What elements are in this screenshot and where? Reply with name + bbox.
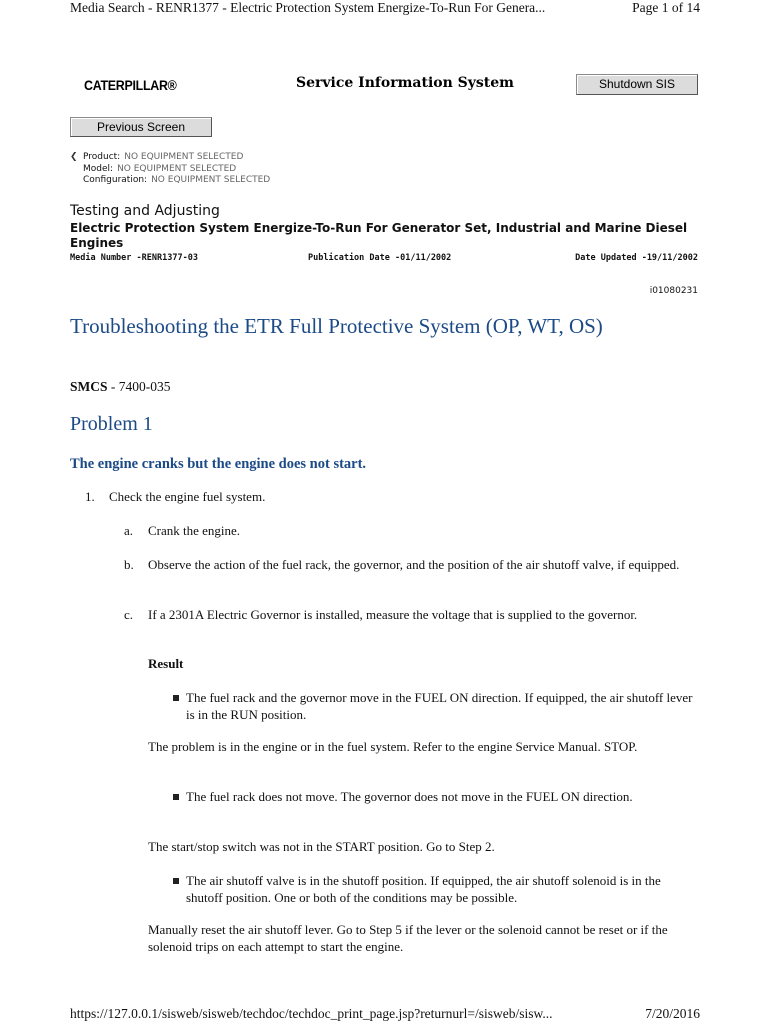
configuration-label: Configuration: xyxy=(83,175,148,185)
caterpillar-logo: CATERPILLAR® xyxy=(84,78,177,93)
substep-text: If a 2301A Electric Governor is installed, measure the voltage that is supplied to the governor. xyxy=(148,607,638,622)
model-value: NO EQUIPMENT SELECTED xyxy=(117,163,237,174)
result-label: Result xyxy=(148,656,184,671)
result-action: The start/stop switch was not in the START position. Go to Step 2. xyxy=(148,839,495,854)
print-header xyxy=(70,0,700,16)
doc-category: Testing and Adjusting xyxy=(70,203,220,219)
configuration-value: NO EQUIPMENT SELECTED xyxy=(151,175,271,185)
step-number: 1. xyxy=(85,489,95,504)
product-label: Product: xyxy=(83,152,121,162)
result-action: Manually reset the air shutoff lever. Go to Step 5 if the lever or the solenoid cannot be reset or if the solenoid trips on each attempt to start the engine. xyxy=(148,922,668,954)
result-item: The fuel rack and the governor move in the FUEL ON direction. If equipped, the air shutoff lever is in the RUN position. xyxy=(186,690,693,722)
substep-letter: b. xyxy=(124,557,134,572)
step-text: Check the engine fuel system. xyxy=(109,489,266,504)
bullet-icon xyxy=(173,878,179,884)
print-footer xyxy=(70,1006,700,1022)
substep-letter: a. xyxy=(124,523,134,538)
bullet-icon xyxy=(173,794,179,800)
page-title: Troubleshooting the ETR Full Protective System (OP, WT, OS) xyxy=(70,314,603,338)
publication-date: Publication Date -01/11/2002 xyxy=(308,253,452,263)
print-footer-date: 7/20/2016 xyxy=(645,1006,700,1021)
substep-letter: c. xyxy=(124,607,134,622)
problem-subheading: The engine cranks but the engine does not start. xyxy=(70,456,367,472)
print-header-title: Media Search - RENR1377 - Electric Protection System Energize-To-Run For Genera... xyxy=(70,0,546,15)
smcs-label: SMCS xyxy=(70,379,108,394)
bullet-icon xyxy=(173,695,179,701)
model-label: Model: xyxy=(83,163,114,174)
doc-title: Electric Protection System Energize-To-Run For Generator Set, Industrial and Marine Diesel Engines xyxy=(70,221,688,250)
media-number: Media Number -RENR1377-03 xyxy=(70,253,198,263)
product-value: NO EQUIPMENT SELECTED xyxy=(124,152,244,162)
date-updated: Date Updated -19/11/2002 xyxy=(575,253,698,263)
result-item: The fuel rack does not move. The governor does not move in the FUEL ON direction. xyxy=(186,789,633,804)
print-header-page: Page 1 of 14 xyxy=(632,0,700,15)
result-item: The air shutoff valve is in the shutoff position. If equipped, the air shutoff solenoid is in the shutoff position. One or both of the conditions may be possible. xyxy=(186,873,661,905)
system-title: Service Information System xyxy=(296,75,514,91)
result-action: The problem is in the engine or in the fuel system. Refer to the engine Service Manual. STOP. xyxy=(148,739,638,754)
smcs-value: - 7400-035 xyxy=(107,379,171,394)
print-footer-url[interactable]: https://127.0.0.1/sisweb/sisweb/techdoc/techdoc_print_page.jsp?returnurl=/sisweb/sisw... xyxy=(70,1006,553,1021)
smcs-code xyxy=(70,379,171,395)
problem-heading: Problem 1 xyxy=(70,413,153,435)
shutdown-sis-button[interactable]: Shutdown SIS xyxy=(576,74,698,95)
substep-text: Crank the engine. xyxy=(148,523,241,538)
doc-id: i01080231 xyxy=(649,286,698,296)
substep-text: Observe the action of the fuel rack, the governor, and the position of the air shutoff valve, if equipped. xyxy=(148,557,680,572)
previous-screen-button[interactable]: Previous Screen xyxy=(70,117,212,137)
chevron-left-icon[interactable]: ❮ xyxy=(70,152,78,162)
product-info xyxy=(70,152,270,187)
